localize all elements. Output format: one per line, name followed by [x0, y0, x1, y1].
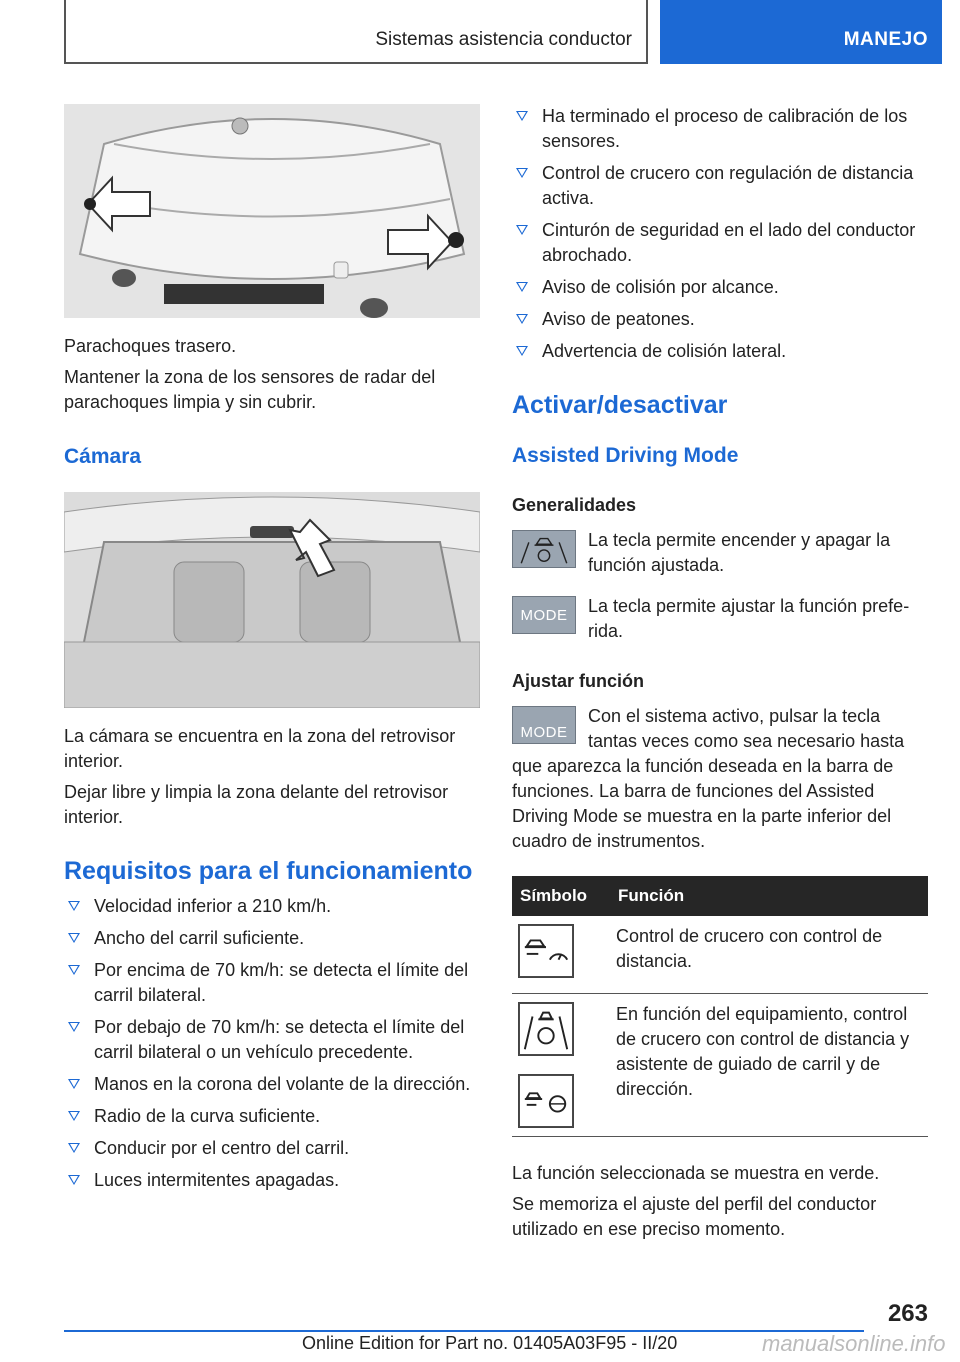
body-text: La cámara se encuentra en la zona del retrovisor interior.: [64, 726, 456, 771]
triangle-bullet-icon: [68, 1079, 80, 1089]
section-title: Sistemas asistencia conductor: [375, 29, 632, 50]
body-text: Dejar libre y limpia la zona delante del retrovisor interior.: [64, 782, 449, 827]
list-item: Aviso de peatones.: [512, 307, 928, 332]
body-text: La tecla permite ajustar la función preferida.: [588, 596, 910, 641]
watermark-logo: manualsonline.info: [762, 1331, 946, 1356]
cruise-steering-icon: [518, 1074, 574, 1128]
page-number: 263: [887, 1300, 928, 1327]
adm-heading: Assisted Driving Mode: [512, 444, 739, 467]
table-row: [512, 916, 928, 994]
section-tab: [64, 0, 648, 64]
triangle-bullet-icon: [516, 168, 528, 178]
list-item: Manos en la corona del volante de la dirección.: [64, 1072, 480, 1097]
cruise-control-distance-icon: [518, 924, 574, 978]
requirements-heading: Requisitos para el funcionamiento: [64, 857, 473, 885]
list-item: Por debajo de 70 km/h: se detecta el límite del carril bilateral o un vehículo precedente.: [64, 1015, 480, 1065]
body-text: La función seleccionada se muestra en verde.: [512, 1163, 880, 1183]
table-header-function: Función: [610, 876, 928, 916]
lane-steering-assistant-icon: [518, 1002, 574, 1056]
chapter-tab: [660, 0, 942, 64]
chapter-title: MANEJO: [843, 29, 928, 50]
triangle-bullet-icon: [68, 933, 80, 943]
list-item: Por encima de 70 km/h: se detecta el límite del carril bilateral.: [64, 958, 480, 1008]
requirements-list: [64, 894, 480, 1193]
list-item: Luces intermitentes apagadas.: [64, 1168, 480, 1193]
activate-heading: Activar/desactivar: [512, 391, 728, 419]
list-item: Aviso de colisión por alcance.: [512, 275, 928, 300]
figure-caption: Parachoques trasero.: [64, 336, 237, 356]
triangle-bullet-icon: [516, 314, 528, 324]
triangle-bullet-icon: [516, 346, 528, 356]
right-column: [512, 104, 928, 1242]
body-text: Con el sistema activo, pulsar la tecla tantas veces como sea necesario hasta que aparezca la función deseada en la barra de funciones. La barra de funciones del Assisted Driving Mode se muestra en la parte inferior del cuadro de instrumentos.: [512, 706, 905, 851]
list-item: Cinturón de seguridad en el lado del conductor abrochado.: [512, 218, 928, 268]
list-item: Conducir por el centro del carril.: [64, 1136, 480, 1161]
page-header: [0, 0, 960, 66]
mode-key-icon: MODE: [512, 706, 576, 744]
list-item: Advertencia de colisión lateral.: [512, 339, 928, 364]
list-item: Control de crucero con regulación de distancia activa.: [512, 161, 928, 211]
table-cell: Control de crucero con control de distancia.: [610, 916, 928, 994]
symbol-table: [512, 876, 928, 1137]
assisted-driving-key-icon: [512, 530, 576, 568]
footer-divider: [64, 1330, 864, 1332]
triangle-bullet-icon: [68, 1143, 80, 1153]
list-item: Ancho del carril suficiente.: [64, 926, 480, 951]
general-heading: Generalidades: [512, 495, 637, 515]
left-column: [64, 104, 480, 1193]
adjust-block: [512, 704, 928, 854]
camera-heading: Cámara: [64, 445, 142, 468]
list-item: Velocidad inferior a 210 km/h.: [64, 894, 480, 919]
triangle-bullet-icon: [516, 282, 528, 292]
list-item: Ha terminado el proceso de calibración de los sensores.: [512, 104, 928, 154]
rear-bumper-figure: [64, 104, 480, 318]
list-item: Radio de la curva suficiente.: [64, 1104, 480, 1129]
triangle-bullet-icon: [68, 1175, 80, 1185]
table-cell: [512, 994, 610, 1137]
triangle-bullet-icon: [68, 965, 80, 975]
mode-key-icon: MODE: [512, 596, 576, 634]
triangle-bullet-icon: [68, 1022, 80, 1032]
body-text: La tecla permite encender y apagar la función ajustada.: [588, 530, 891, 575]
triangle-bullet-icon: [516, 225, 528, 235]
triangle-bullet-icon: [68, 901, 80, 911]
body-text: Se memoriza el ajuste del perfil del conductor utilizado en ese preciso momento.: [512, 1194, 877, 1239]
camera-figure: [64, 492, 480, 708]
key-row-onoff: [512, 528, 928, 578]
table-row: [512, 994, 928, 1137]
table-header-symbol: Símbolo: [512, 876, 610, 916]
adjust-heading: Ajustar función: [512, 671, 645, 691]
edition-text: Online Edition for Part no. 01405A03F95 - II/20: [302, 1333, 678, 1353]
requirements-list-continued: [512, 104, 928, 364]
table-cell: [512, 916, 610, 994]
body-text: Mantener la zona de los sensores de radar del parachoques limpia y sin cubrir.: [64, 367, 436, 412]
key-row-mode: [512, 594, 928, 644]
table-cell: En función del equipamiento, control de crucero con control de distancia y asistente de guiado de carril y de dirección.: [610, 994, 928, 1137]
triangle-bullet-icon: [68, 1111, 80, 1121]
triangle-bullet-icon: [516, 111, 528, 121]
